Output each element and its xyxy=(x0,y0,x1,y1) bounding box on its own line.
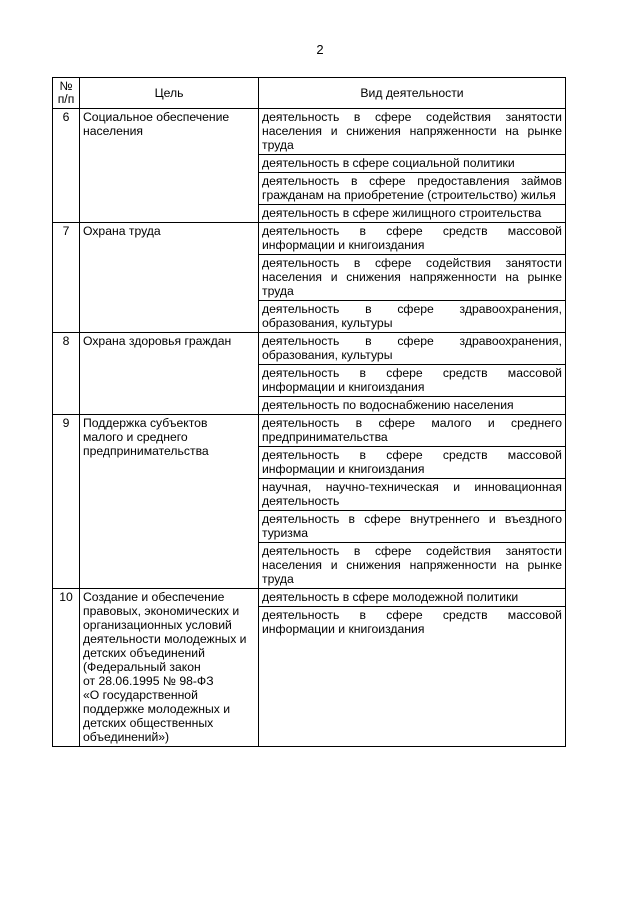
header-activity: Вид деятельности xyxy=(259,78,566,109)
activities-table xyxy=(52,77,566,747)
activity-item: деятельность в сфере средств массовой информации и книгоиздания xyxy=(259,364,565,396)
activity-item: деятельность в сфере средств массовой информации и книгоиздания xyxy=(259,446,565,478)
activity-cell xyxy=(259,223,566,333)
row-number: 9 xyxy=(53,415,80,589)
table-header-row xyxy=(53,78,566,109)
goal-cell xyxy=(80,415,259,589)
goal-cell xyxy=(80,223,259,333)
goal-cell xyxy=(80,109,259,223)
activity-item: деятельность в сфере средств массовой информации и книгоиздания xyxy=(259,606,565,638)
goal-text: Охрана труда xyxy=(83,224,161,238)
table-row xyxy=(53,223,566,333)
activity-cell xyxy=(259,589,566,747)
activity-item: деятельность по водоснабжению населения xyxy=(259,396,565,414)
activity-cell xyxy=(259,109,566,223)
page-number: 2 xyxy=(316,42,324,57)
activity-item: научная, научно-техническая и инновационная деятельность xyxy=(259,478,565,510)
row-number: 10 xyxy=(53,589,80,747)
activity-cell xyxy=(259,415,566,589)
table-row xyxy=(53,333,566,415)
activity-item: деятельность в сфере внутреннего и въездного туризма xyxy=(259,510,565,542)
table-row xyxy=(53,415,566,589)
goal-text: Поддержка субъектов малого и среднего предпринимательства xyxy=(83,416,209,458)
activity-item: деятельность в сфере молодежной политики xyxy=(262,590,519,604)
header-num: № п/п xyxy=(53,78,80,109)
activity-item: деятельность в сфере здравоохранения, образования, культуры xyxy=(262,334,562,362)
table-row xyxy=(53,589,566,747)
row-number: 7 xyxy=(53,223,80,333)
activity-item: деятельность в сфере социальной политики xyxy=(259,154,565,172)
table-row xyxy=(53,109,566,223)
header-goal: Цель xyxy=(80,78,259,109)
row-number: 8 xyxy=(53,333,80,415)
goal-cell xyxy=(80,589,259,747)
activity-item: деятельность в сфере предоставления займов гражданам на приобретение (строительство) жилья xyxy=(259,172,565,204)
activity-item: деятельность в сфере средств массовой информации и книгоиздания xyxy=(262,224,562,252)
activity-cell xyxy=(259,333,566,415)
activity-item: деятельность в сфере содействия занятости населения и снижения напряженности на рынке труда xyxy=(262,110,562,152)
activity-item: деятельность в сфере здравоохранения, образования, культуры xyxy=(259,300,565,332)
activity-item: деятельность в сфере содействия занятости населения и снижения напряженности на рынке труда xyxy=(259,542,565,588)
goal-cell xyxy=(80,333,259,415)
row-number: 6 xyxy=(53,109,80,223)
goal-text: Охрана здоровья граждан xyxy=(83,334,232,348)
goal-text: Создание и обеспечение правовых, экономических и организационных условий деятельности молодежных и детских объединений (Федеральный закон от 28.06.1995 № 98-ФЗ «О государственной поддержке молодежных и детских общественных объединений») xyxy=(83,590,247,744)
activity-item: деятельность в сфере жилищного строительства xyxy=(259,204,565,222)
goal-text: Социальное обеспечение населения xyxy=(83,110,230,138)
activity-item: деятельность в сфере содействия занятости населения и снижения напряженности на рынке труда xyxy=(259,254,565,300)
activity-item: деятельность в сфере малого и среднего предпринимательства xyxy=(262,416,562,444)
